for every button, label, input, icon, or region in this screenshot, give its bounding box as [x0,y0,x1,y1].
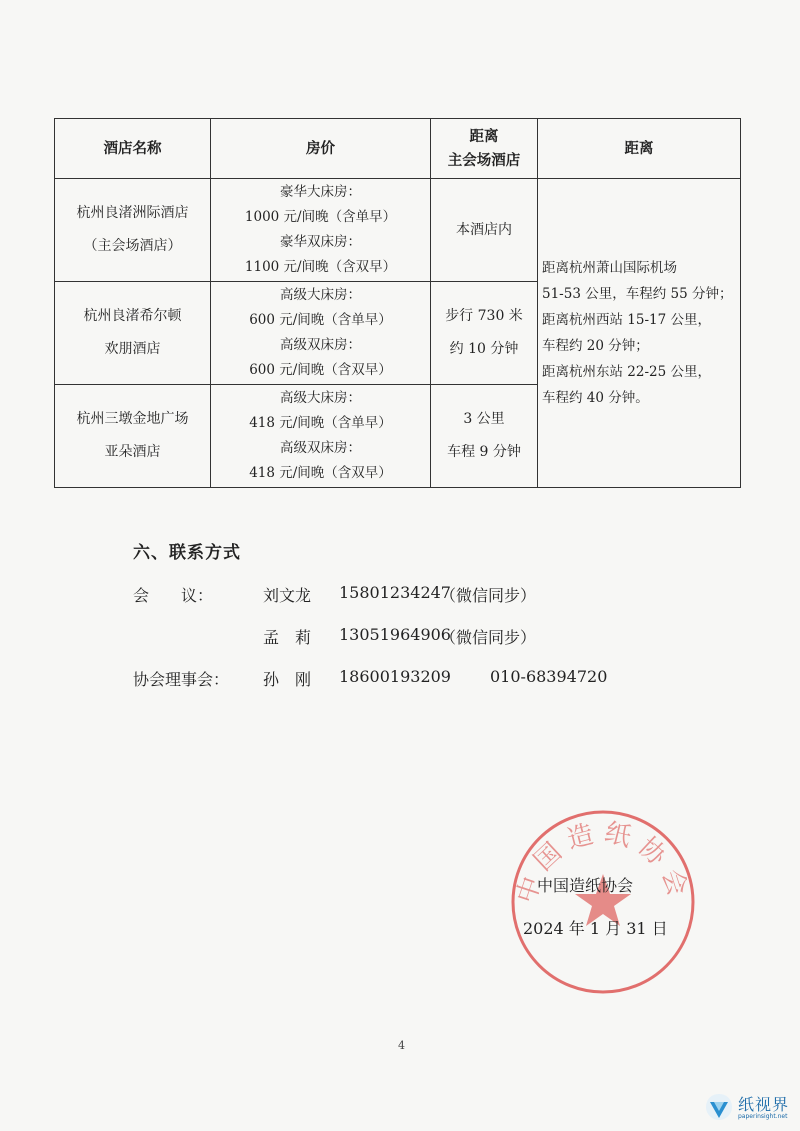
venue-distance-cell [431,282,538,385]
price-line: 1000 元/间晚（含单早） [244,209,397,225]
distance-line: 车程 9 分钟 [447,444,521,460]
distance-line: 步行 730 米 [445,308,523,324]
contact-phone: 15801234247 [339,583,451,602]
distance-line: 3 公里 [463,411,505,427]
header-distance-transport: 距离 [538,119,741,179]
price-line: 418 元/间晚（含双早） [249,465,392,481]
venue-distance-cell [431,179,538,282]
seal-arc-text: 中国造纸协会 [511,817,695,908]
signature-date: 2024 年 1 月 31 日 [523,919,668,938]
contact-label: 会 议： [133,586,214,605]
contact-note: （微信同步） [440,628,537,647]
price-line: 418 元/间晚（含单早） [249,415,392,431]
contact-label: 协会理事会： [133,670,230,689]
header-distance-line2: 主会场酒店 [447,151,521,169]
hotel-name-line: 杭州良渚洲际酒店 [76,205,189,221]
official-seal [509,808,697,996]
distance-line: 约 10 分钟 [449,341,519,357]
paper-logo-icon [704,1092,734,1122]
hotel-name-line: 亚朵酒店 [104,444,161,460]
distance-line: 本酒店内 [456,221,512,238]
contact-name: 刘文龙 [263,586,312,605]
header-price: 房价 [211,119,431,179]
table-header-row [55,119,741,179]
contact-name: 孟 莉 [263,628,312,647]
transport-line: 51-53 公里，车程约 55 分钟； [542,286,733,302]
watermark-name: 纸视界 [738,1095,790,1114]
hotel-name-line: 杭州良渚希尔顿 [83,308,182,324]
header-distance-line1: 距离 [469,127,499,145]
watermark-logo [700,1086,796,1126]
table-row [55,179,741,282]
transport-line: 车程约 40 分钟。 [542,390,649,406]
transport-line: 距离杭州萧山国际机场 [542,260,677,276]
hotel-name-line: 杭州三墩金地广场 [76,411,189,427]
price-line: 1100 元/间晚（含双早） [244,259,397,275]
hotel-name-cell [55,282,211,385]
price-cell [211,385,431,488]
price-line: 600 元/间晚（含双早） [249,362,392,378]
price-line: 高级双床房： [280,337,361,353]
price-cell [211,179,431,282]
page-number: 4 [398,1039,405,1052]
venue-distance-cell [431,385,538,488]
watermark-site: paperinsight.net [738,1113,788,1120]
hotel-table [54,118,741,488]
price-line: 高级大床房： [280,287,361,303]
contact-section-title: 六、联系方式 [133,543,241,563]
header-distance-venue [431,119,538,179]
contact-fax: 010-68394720 [490,667,608,686]
header-hotel-name: 酒店名称 [55,119,211,179]
hotel-name-cell [55,179,211,282]
price-line: 高级大床房： [280,390,361,406]
price-line: 豪华大床房： [280,184,361,200]
transport-distance-cell [538,179,741,488]
price-line: 高级双床房： [280,440,361,456]
price-line: 600 元/间晚（含单早） [249,312,392,328]
hotel-name-line: （主会场酒店） [83,238,182,254]
hotel-name-line: 欢朋酒店 [104,341,161,357]
contact-name: 孙 刚 [263,670,312,689]
hotel-name-cell [55,385,211,488]
contact-phone: 18600193209 [339,667,451,686]
transport-line: 距离杭州西站 15-17 公里， [542,312,712,328]
transport-line: 车程约 20 分钟； [542,338,649,354]
signature-organization: 中国造纸协会 [537,876,634,895]
contact-phone: 13051964906 [339,625,451,644]
transport-line: 距离杭州东站 22-25 公里， [542,364,712,380]
contact-note: （微信同步） [440,586,537,605]
price-cell [211,282,431,385]
price-line: 豪华双床房： [280,234,361,250]
